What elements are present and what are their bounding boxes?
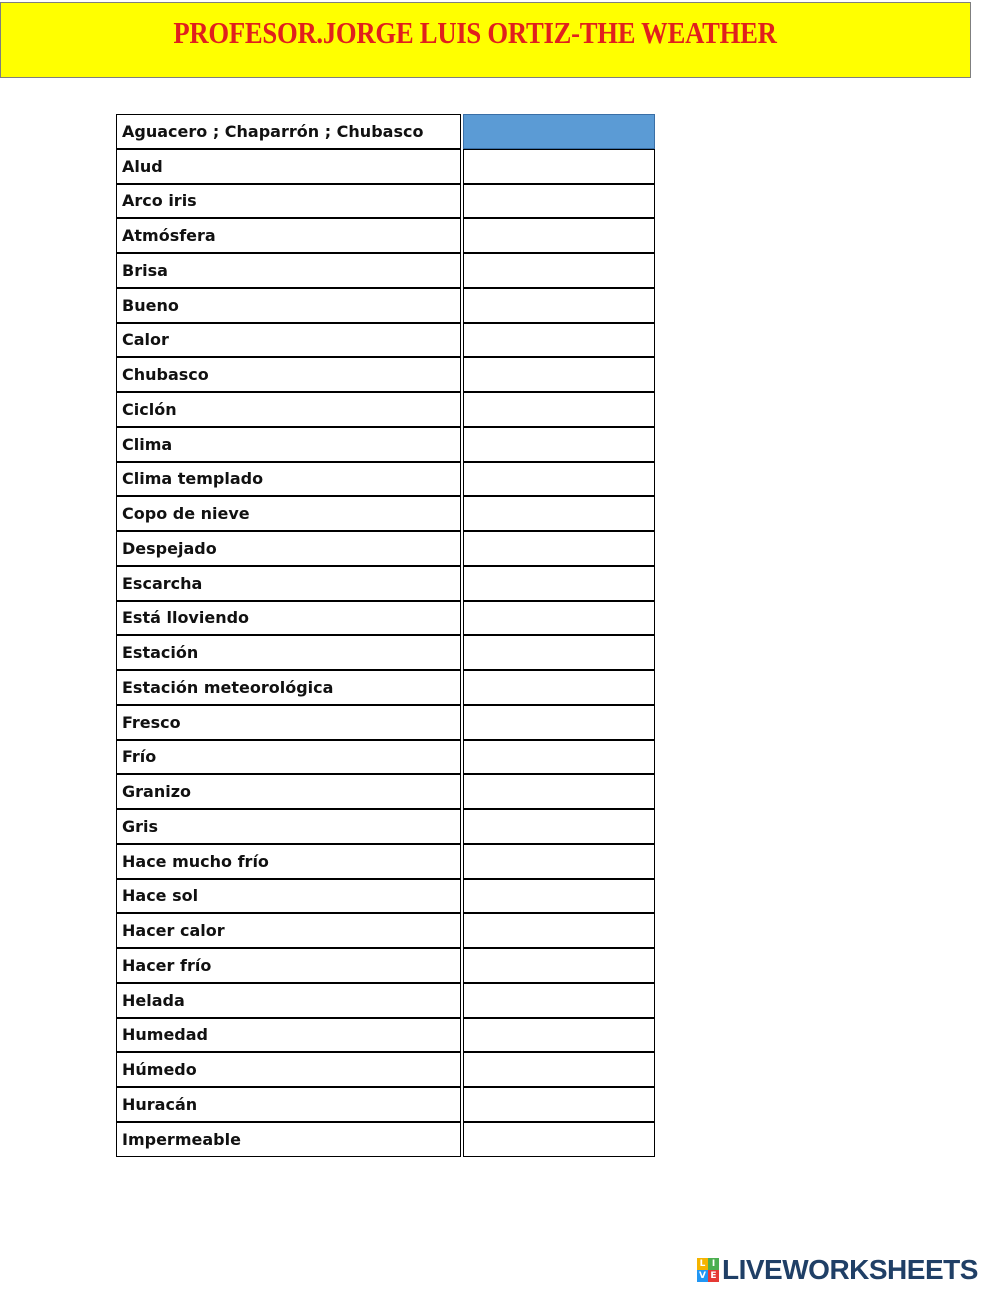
vocabulary-term: Aguacero ; Chaparrón ; Chubasco (116, 114, 461, 149)
answer-input[interactable] (463, 1087, 655, 1122)
vocabulary-term: Atmósfera (116, 218, 461, 253)
answer-input[interactable] (463, 844, 655, 879)
answer-input[interactable] (463, 983, 655, 1018)
logo-letter-block: E (708, 1270, 719, 1282)
vocabulary-term: Copo de nieve (116, 496, 461, 531)
vocabulary-term: Alud (116, 149, 461, 184)
answer-input[interactable] (463, 288, 655, 323)
answer-input[interactable] (463, 253, 655, 288)
answer-input[interactable] (463, 705, 655, 740)
answer-input[interactable] (463, 218, 655, 253)
vocabulary-term: Brisa (116, 253, 461, 288)
vocabulary-term: Hacer frío (116, 948, 461, 983)
vocabulary-term: Chubasco (116, 357, 461, 392)
answer-input[interactable] (463, 1018, 655, 1053)
answer-input[interactable] (463, 496, 655, 531)
vocabulary-term: Gris (116, 809, 461, 844)
vocabulary-term: Húmedo (116, 1052, 461, 1087)
vocabulary-term: Bueno (116, 288, 461, 323)
vocabulary-term: Arco iris (116, 184, 461, 219)
answer-input[interactable] (463, 462, 655, 497)
vocabulary-term: Hace sol (116, 879, 461, 914)
vocabulary-term: Estación meteorológica (116, 670, 461, 705)
answer-input[interactable] (463, 740, 655, 775)
liveworksheets-logo-icon (697, 1258, 719, 1282)
vocabulary-term: Escarcha (116, 566, 461, 601)
title-banner (0, 2, 971, 78)
vocabulary-term: Estación (116, 635, 461, 670)
answer-input[interactable] (463, 913, 655, 948)
answer-input[interactable] (463, 427, 655, 462)
answer-input[interactable] (463, 531, 655, 566)
liveworksheets-brand (697, 1252, 978, 1288)
vocabulary-term: Calor (116, 323, 461, 358)
answer-input[interactable] (463, 774, 655, 809)
vocabulary-term: Despejado (116, 531, 461, 566)
logo-letter-block: V (697, 1270, 708, 1282)
vocabulary-term: Está lloviendo (116, 601, 461, 636)
logo-letter-block: I (708, 1258, 719, 1270)
answer-input[interactable] (463, 1122, 655, 1157)
vocabulary-term: Clima templado (116, 462, 461, 497)
answer-input[interactable] (463, 357, 655, 392)
vocabulary-term: Clima (116, 427, 461, 462)
answer-input[interactable] (463, 566, 655, 601)
answer-input[interactable] (463, 809, 655, 844)
vocabulary-term: Impermeable (116, 1122, 461, 1157)
answer-input[interactable] (463, 948, 655, 983)
vocabulary-term: Ciclón (116, 392, 461, 427)
answer-input[interactable] (463, 323, 655, 358)
vocabulary-term: Frío (116, 740, 461, 775)
vocabulary-term: Huracán (116, 1087, 461, 1122)
vocabulary-term: Fresco (116, 705, 461, 740)
answer-input[interactable] (463, 670, 655, 705)
vocabulary-term: Granizo (116, 774, 461, 809)
vocabulary-term: Helada (116, 983, 461, 1018)
answer-input[interactable] (463, 1052, 655, 1087)
answer-input[interactable] (463, 879, 655, 914)
answer-input[interactable] (463, 635, 655, 670)
vocabulary-term: Humedad (116, 1018, 461, 1053)
logo-letter-block: L (697, 1258, 708, 1270)
answer-input[interactable] (463, 601, 655, 636)
answer-input[interactable] (463, 184, 655, 219)
answer-input[interactable] (463, 392, 655, 427)
brand-name: LIVEWORKSHEETS (722, 1254, 978, 1285)
answer-input[interactable] (463, 114, 655, 149)
vocabulary-term: Hacer calor (116, 913, 461, 948)
page-title: PROFESOR.JORGE LUIS ORTIZ-THE WEATHER (173, 15, 777, 50)
answer-input[interactable] (463, 149, 655, 184)
vocabulary-term: Hace mucho frío (116, 844, 461, 879)
